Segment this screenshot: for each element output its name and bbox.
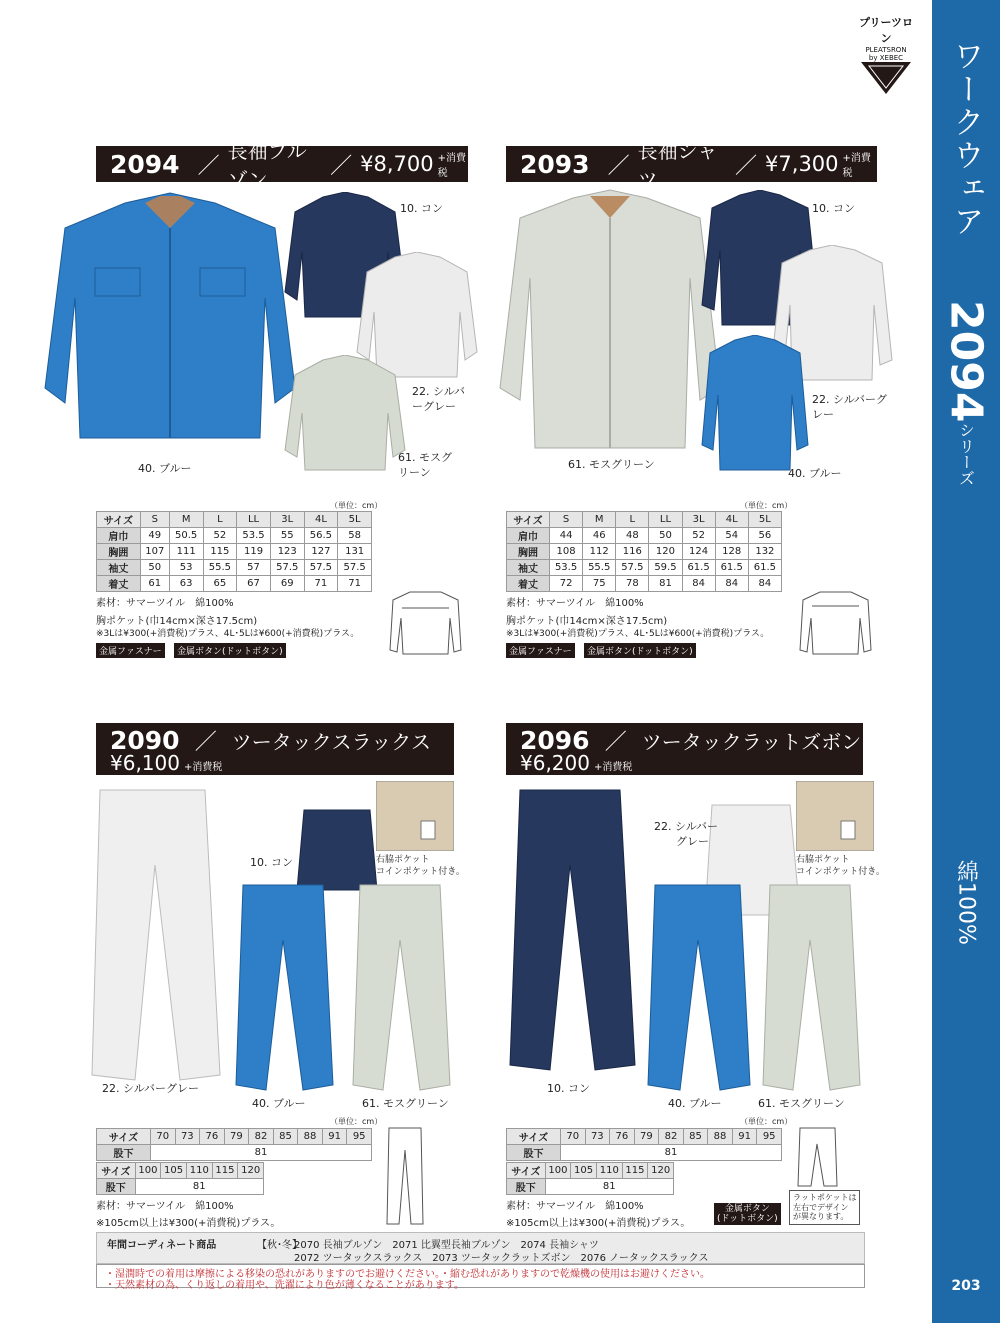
price-note: ※3Lは¥300(+消費税)プラス、4L･5Lは¥600(+消費税)プラス。 bbox=[96, 629, 360, 639]
size-table-2093 bbox=[506, 511, 782, 592]
table-row bbox=[97, 544, 372, 560]
table-cell: 95 bbox=[757, 1129, 782, 1145]
table-cell: 61.5 bbox=[715, 560, 748, 576]
slacks-diagram-icon bbox=[385, 1126, 425, 1226]
price-line bbox=[520, 751, 632, 775]
table-cell: 128 bbox=[715, 544, 748, 560]
pocket-note: 胸ポケット(巾14cm×深さ17.5cm) bbox=[506, 616, 668, 627]
tax-label: +消費税 bbox=[183, 762, 223, 773]
table-cell: M bbox=[169, 512, 203, 528]
table-cell: 115 bbox=[212, 1163, 238, 1179]
table-cell: 100 bbox=[545, 1163, 571, 1179]
table-cell: 73 bbox=[175, 1129, 200, 1145]
price-line bbox=[110, 751, 222, 775]
detail-note: 右脇ポケット bbox=[796, 855, 850, 865]
ratpants-diagram-icon bbox=[795, 1126, 840, 1188]
table-cell: 119 bbox=[237, 544, 271, 560]
color-label: 22. シルバーグレー bbox=[412, 385, 465, 413]
table-header-row bbox=[507, 1163, 674, 1179]
color-label: 10. コン bbox=[400, 202, 443, 215]
table-cell: 57.5 bbox=[304, 560, 338, 576]
table-cell: 120 bbox=[649, 544, 682, 560]
tax-label: +消費税 bbox=[593, 762, 633, 773]
table-cell: 50 bbox=[649, 528, 682, 544]
size-table-2090-b bbox=[96, 1162, 264, 1195]
product-price: ¥8,700 bbox=[360, 152, 434, 176]
table-cell: 95 bbox=[347, 1129, 372, 1145]
table-row bbox=[507, 560, 782, 576]
table-row bbox=[507, 544, 782, 560]
table-cell: 91 bbox=[322, 1129, 347, 1145]
slacks-mossgreen-image bbox=[345, 880, 455, 1095]
table-cell: 72 bbox=[550, 576, 583, 592]
table-cell: 123 bbox=[270, 544, 304, 560]
table-cell: 61 bbox=[140, 576, 169, 592]
color-label: 22. シルバーグレー bbox=[812, 393, 887, 421]
table-cell: 股下 bbox=[97, 1179, 136, 1195]
table-cell: 股下 bbox=[97, 1145, 151, 1161]
separator: ／ bbox=[735, 153, 758, 179]
table-row bbox=[97, 528, 372, 544]
detail-note: 右脇ポケット bbox=[376, 855, 430, 865]
table-cell: 120 bbox=[648, 1163, 674, 1179]
table-cell: 54 bbox=[715, 528, 748, 544]
separator: ／ bbox=[604, 730, 627, 755]
product-code: 2096 bbox=[520, 726, 590, 755]
table-cell: 69 bbox=[270, 576, 304, 592]
table-cell: 55.5 bbox=[203, 560, 237, 576]
ratpants-blue-image bbox=[640, 880, 755, 1095]
header-2094 bbox=[96, 139, 468, 192]
table-cell: 56 bbox=[748, 528, 781, 544]
table-cell: 67 bbox=[237, 576, 271, 592]
color-label: 22. シルバーグレー bbox=[102, 1082, 199, 1095]
feature-badge: 金属ボタン(ドットボタン) bbox=[584, 643, 696, 658]
table-cell: 81 bbox=[135, 1179, 263, 1195]
table-cell: 53 bbox=[169, 560, 203, 576]
table-cell: 73 bbox=[585, 1129, 610, 1145]
slacks-silvergray-image bbox=[80, 785, 225, 1085]
product-name: 長袖ブルゾン bbox=[227, 139, 307, 192]
table-cell: サイズ bbox=[507, 1129, 561, 1145]
table-cell: 57.5 bbox=[338, 560, 372, 576]
table-cell: 50 bbox=[140, 560, 169, 576]
table-cell: サイズ bbox=[97, 1129, 151, 1145]
material-note: 素材：サマーツイル 綿100% bbox=[96, 598, 234, 609]
page-number: 203 bbox=[951, 1278, 981, 1294]
ratpants-mossgreen-image bbox=[755, 880, 865, 1095]
header-2093 bbox=[506, 139, 877, 192]
table-row bbox=[97, 1179, 264, 1195]
brand-logo bbox=[855, 14, 917, 100]
material-note: 素材：サマーツイル 綿100% bbox=[506, 598, 644, 609]
table-cell: 70 bbox=[150, 1129, 175, 1145]
product-name: ツータックラットズボン bbox=[641, 730, 862, 754]
table-cell: 肩巾 bbox=[507, 528, 550, 544]
table-cell: 3L bbox=[682, 512, 715, 528]
table-cell: サイズ bbox=[507, 1163, 546, 1179]
table-cell: 105 bbox=[161, 1163, 187, 1179]
detail-note: コインポケット付き。 bbox=[796, 867, 885, 877]
series-number: 2094 bbox=[940, 300, 992, 423]
size-table-2094 bbox=[96, 511, 372, 592]
table-cell: 56.5 bbox=[304, 528, 338, 544]
size-table-2090-a bbox=[96, 1128, 372, 1161]
feature-badge: 金属ボタン(ドットボタン) bbox=[174, 643, 286, 658]
table-cell: 116 bbox=[616, 544, 649, 560]
price-note: ※3Lは¥300(+消費税)プラス、4L･5Lは¥600(+消費税)プラス。 bbox=[506, 629, 770, 639]
table-cell: 91 bbox=[732, 1129, 757, 1145]
logo-sub2: by XEBEC bbox=[868, 54, 904, 62]
table-cell: 胸囲 bbox=[97, 544, 141, 560]
rat-pocket-note: ラットポケットは 左右でデザイン が異なります。 bbox=[789, 1190, 860, 1225]
table-row bbox=[97, 560, 372, 576]
table-cell: 48 bbox=[616, 528, 649, 544]
product-price: ¥6,200 bbox=[520, 751, 590, 775]
ratpants-navy-image bbox=[500, 785, 640, 1075]
table-cell: 120 bbox=[238, 1163, 264, 1179]
table-cell: 100 bbox=[135, 1163, 161, 1179]
table-cell: 76 bbox=[200, 1129, 225, 1145]
table-cell: 108 bbox=[550, 544, 583, 560]
unit-label: （単位：cm） bbox=[740, 1117, 793, 1126]
coordinate-products bbox=[96, 1232, 865, 1264]
table-cell: 75 bbox=[583, 576, 616, 592]
table-cell: L bbox=[616, 512, 649, 528]
table-cell: 131 bbox=[338, 544, 372, 560]
coordinate-line: 2072 ツータックスラックス 2073 ツータックラットズボン 2076 ノータックスラックス bbox=[294, 1253, 709, 1264]
table-cell: 111 bbox=[169, 544, 203, 560]
color-label: 10. コン bbox=[250, 856, 293, 869]
table-header-row bbox=[97, 1163, 264, 1179]
jacket-blue-image bbox=[30, 188, 310, 458]
table-cell: 53.5 bbox=[237, 528, 271, 544]
shirt-mossgreen-image bbox=[495, 188, 725, 453]
table-cell: 着丈 bbox=[507, 576, 550, 592]
table-cell: 胸囲 bbox=[507, 544, 550, 560]
color-label: 40. ブルー bbox=[138, 462, 192, 475]
table-cell: 3L bbox=[270, 512, 304, 528]
pocket-detail-image bbox=[796, 781, 874, 851]
category-label: ワークウェア bbox=[947, 40, 984, 238]
logo-text: プリーツロン bbox=[858, 16, 914, 45]
series-label bbox=[932, 300, 1000, 486]
table-cell: 107 bbox=[140, 544, 169, 560]
table-cell: 55 bbox=[270, 528, 304, 544]
table-cell: 股下 bbox=[507, 1145, 561, 1161]
size-table-2096-a bbox=[506, 1128, 782, 1161]
separator: ／ bbox=[194, 730, 217, 755]
table-cell: 50.5 bbox=[169, 528, 203, 544]
table-cell: 70 bbox=[560, 1129, 585, 1145]
material-note: 素材：サマーツイル 綿100% bbox=[96, 1201, 234, 1212]
table-cell: 76 bbox=[610, 1129, 635, 1145]
table-cell: 127 bbox=[304, 544, 338, 560]
table-cell: 52 bbox=[203, 528, 237, 544]
feature-badge: 金属ボタン (ドットボタン) bbox=[714, 1203, 781, 1225]
logo-sub1: PLEATSRON bbox=[865, 46, 907, 54]
table-row bbox=[97, 576, 372, 592]
price-note: ※105cm以上は¥300(+消費税)プラス。 bbox=[96, 1218, 281, 1229]
warning-line: ・天然素材の為、くり返しの着用や、洗濯により色が薄くなることがあります。 bbox=[105, 1280, 464, 1291]
table-cell: 88 bbox=[708, 1129, 733, 1145]
table-header-row bbox=[507, 1129, 782, 1145]
table-cell: L bbox=[203, 512, 237, 528]
table-cell: 71 bbox=[338, 576, 372, 592]
header-2096 bbox=[506, 723, 863, 775]
color-label: 61. モスグリーン bbox=[398, 451, 452, 479]
product-price: ¥7,300 bbox=[765, 152, 839, 176]
coordinate-label: 年間コーディネート商品 bbox=[107, 1240, 217, 1251]
table-cell: 81 bbox=[560, 1145, 781, 1161]
table-cell: 84 bbox=[682, 576, 715, 592]
table-cell: 84 bbox=[715, 576, 748, 592]
color-label: 10. コン bbox=[812, 202, 855, 215]
table-cell: LL bbox=[649, 512, 682, 528]
table-cell: 55.5 bbox=[583, 560, 616, 576]
logo-triangle-icon bbox=[855, 62, 917, 96]
table-cell: 105 bbox=[571, 1163, 597, 1179]
product-code: 2093 bbox=[520, 149, 590, 179]
tax-label: +消費税 bbox=[842, 153, 871, 179]
table-cell: 85 bbox=[273, 1129, 298, 1145]
slacks-blue-image bbox=[228, 880, 338, 1095]
table-cell: 59.5 bbox=[649, 560, 682, 576]
table-cell: 110 bbox=[596, 1163, 622, 1179]
care-warnings bbox=[96, 1264, 865, 1291]
table-cell: 57 bbox=[237, 560, 271, 576]
table-cell: 53.5 bbox=[550, 560, 583, 576]
table-row bbox=[507, 1179, 674, 1195]
color-label: 40. ブルー bbox=[668, 1097, 722, 1110]
table-cell: 5L bbox=[748, 512, 781, 528]
table-cell: 85 bbox=[683, 1129, 708, 1145]
table-cell: 115 bbox=[622, 1163, 648, 1179]
table-cell: 4L bbox=[715, 512, 748, 528]
shirt-blue-image bbox=[700, 335, 810, 475]
separator: ／ bbox=[197, 153, 220, 179]
table-cell: S bbox=[140, 512, 169, 528]
table-row bbox=[507, 528, 782, 544]
price-note: ※105cm以上は¥300(+消費税)プラス。 bbox=[506, 1218, 691, 1229]
color-label: 61. モスグリーン bbox=[362, 1097, 449, 1110]
table-cell: 袖丈 bbox=[507, 560, 550, 576]
table-cell: 58 bbox=[338, 528, 372, 544]
table-cell: 112 bbox=[583, 544, 616, 560]
table-cell: S bbox=[550, 512, 583, 528]
feature-badge: 金属ファスナー bbox=[96, 643, 165, 658]
table-cell: 81 bbox=[545, 1179, 673, 1195]
table-row bbox=[97, 1145, 372, 1161]
table-cell: 5L bbox=[338, 512, 372, 528]
table-cell: 115 bbox=[203, 544, 237, 560]
table-cell: 84 bbox=[748, 576, 781, 592]
coordinate-line: 2070 長袖ブルゾン 2071 比翼型長袖ブルゾン 2074 長袖シャツ bbox=[294, 1240, 599, 1251]
table-cell: 132 bbox=[748, 544, 781, 560]
table-header-row bbox=[507, 512, 782, 528]
table-cell: 46 bbox=[583, 528, 616, 544]
table-cell: 股下 bbox=[507, 1179, 546, 1195]
table-cell: 着丈 bbox=[97, 576, 141, 592]
table-cell: 57.5 bbox=[270, 560, 304, 576]
table-cell: 44 bbox=[550, 528, 583, 544]
table-cell: 57.5 bbox=[616, 560, 649, 576]
table-cell: 61.5 bbox=[682, 560, 715, 576]
material-label: 綿100% bbox=[953, 860, 979, 945]
coordinate-season: 【秋･冬】 bbox=[257, 1240, 302, 1251]
color-label: 40. ブルー bbox=[788, 467, 842, 480]
table-cell: 袖丈 bbox=[97, 560, 141, 576]
separator: ／ bbox=[330, 153, 353, 179]
color-label: グレー bbox=[676, 835, 709, 848]
table-cell: 4L bbox=[304, 512, 338, 528]
unit-label: （単位：cm） bbox=[330, 1117, 383, 1126]
product-code: 2094 bbox=[110, 149, 180, 179]
table-cell: 65 bbox=[203, 576, 237, 592]
color-label: 40. ブルー bbox=[252, 1097, 306, 1110]
table-cell: 81 bbox=[649, 576, 682, 592]
product-name: ツータックスラックス bbox=[231, 730, 431, 754]
unit-label: （単位：cm） bbox=[330, 501, 383, 510]
pocket-detail-image bbox=[376, 781, 454, 851]
material-note: 素材：サマーツイル 綿100% bbox=[506, 1201, 644, 1212]
back-view-shirt-icon bbox=[798, 588, 873, 658]
table-cell: サイズ bbox=[97, 1163, 136, 1179]
table-cell: 49 bbox=[140, 528, 169, 544]
table-cell: M bbox=[583, 512, 616, 528]
table-cell: 79 bbox=[634, 1129, 659, 1145]
table-cell: サイズ bbox=[507, 512, 550, 528]
header-2090 bbox=[96, 723, 454, 775]
back-view-jacket-icon bbox=[388, 588, 463, 658]
table-row bbox=[507, 576, 782, 592]
table-row bbox=[507, 1145, 782, 1161]
table-cell: 81 bbox=[150, 1145, 371, 1161]
table-cell: 61.5 bbox=[748, 560, 781, 576]
unit-label: （単位：cm） bbox=[740, 501, 793, 510]
color-label: 10. コン bbox=[547, 1082, 590, 1095]
series-suffix: シリーズ bbox=[956, 422, 976, 487]
table-cell: 78 bbox=[616, 576, 649, 592]
table-header-row bbox=[97, 512, 372, 528]
pocket-note: 胸ポケット(巾14cm×深さ17.5cm) bbox=[96, 616, 258, 627]
color-label: 61. モスグリーン bbox=[758, 1097, 845, 1110]
size-table-2096-b bbox=[506, 1162, 674, 1195]
separator: ／ bbox=[607, 153, 630, 179]
table-cell: 79 bbox=[224, 1129, 249, 1145]
jacket-mossgreen-image bbox=[283, 355, 408, 475]
color-label: 61. モスグリーン bbox=[568, 458, 655, 471]
table-cell: 63 bbox=[169, 576, 203, 592]
table-cell: 52 bbox=[682, 528, 715, 544]
tax-label: +消費税 bbox=[437, 153, 466, 179]
table-cell: LL bbox=[237, 512, 271, 528]
color-label: 22. シルバー bbox=[654, 820, 718, 833]
table-cell: 肩巾 bbox=[97, 528, 141, 544]
table-cell: 124 bbox=[682, 544, 715, 560]
table-cell: 82 bbox=[659, 1129, 684, 1145]
table-cell: サイズ bbox=[97, 512, 141, 528]
detail-note: コインポケット付き。 bbox=[376, 867, 465, 877]
warning-line: ・湿潤時での着用は摩擦による移染の恐れがありますのでお避けください。・縮む恐れがありますので乾燥機の使用はお避けください。 bbox=[105, 1269, 710, 1280]
table-cell: 71 bbox=[304, 576, 338, 592]
product-name: 長袖シャツ bbox=[637, 139, 718, 192]
table-cell: 88 bbox=[298, 1129, 323, 1145]
table-header-row bbox=[97, 1129, 372, 1145]
table-cell: 82 bbox=[249, 1129, 274, 1145]
product-code: 2090 bbox=[110, 726, 180, 755]
table-cell: 110 bbox=[186, 1163, 212, 1179]
product-price: ¥6,100 bbox=[110, 751, 180, 775]
feature-badge: 金属ファスナー bbox=[506, 643, 575, 658]
